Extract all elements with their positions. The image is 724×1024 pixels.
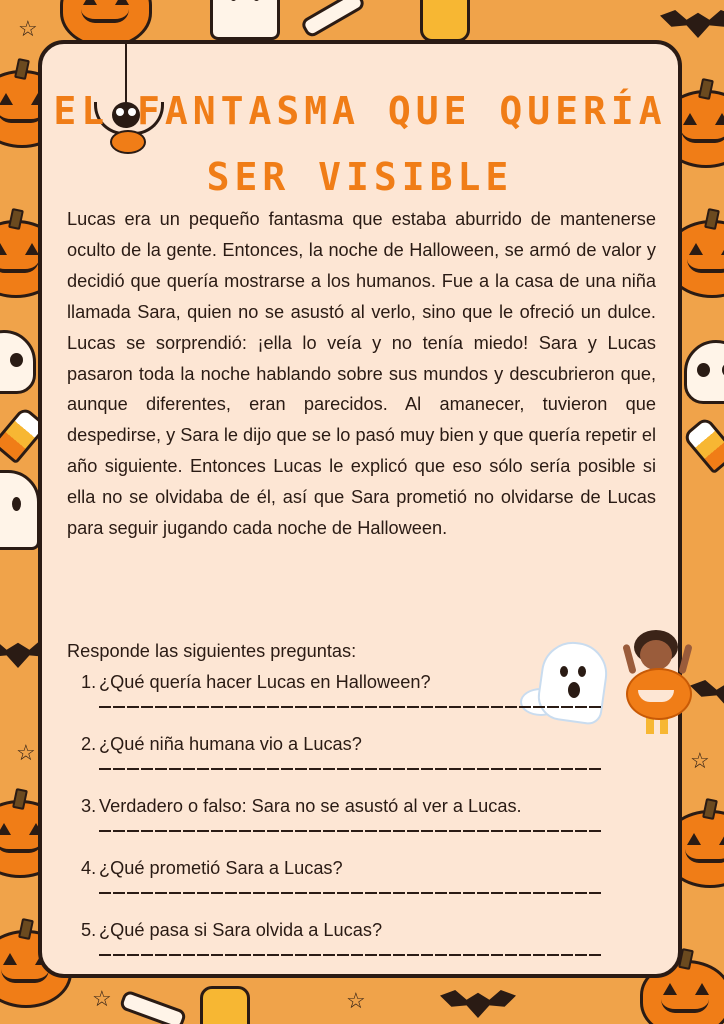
answer-line[interactable] [99, 768, 603, 770]
title-line-1: EL FANTASMA QUE QUERÍA [53, 89, 667, 133]
answer-line[interactable] [99, 706, 603, 708]
question-number: 4. [81, 858, 97, 878]
candy-corn-icon [682, 416, 724, 475]
bone-icon [119, 989, 188, 1024]
skull-icon [684, 340, 724, 404]
star-icon: ☆ [346, 988, 366, 1013]
question-number: 2. [81, 734, 97, 754]
question-number: 1. [81, 672, 97, 692]
star-icon: ☆ [18, 16, 38, 41]
question-number: 3. [81, 796, 97, 816]
star-icon: ☆ [690, 748, 710, 773]
question-item [67, 734, 627, 796]
questions-prompt: Responde las siguientes preguntas: [67, 641, 357, 661]
question-text: ¿Qué quería hacer Lucas en Halloween? [99, 672, 431, 692]
bat-icon [440, 990, 516, 1018]
page-title [42, 78, 678, 210]
skull-icon [0, 330, 36, 394]
bat-icon [660, 10, 724, 38]
question-text: ¿Qué pasa si Sara olvida a Lucas? [99, 920, 383, 940]
question-list [67, 672, 627, 982]
answer-line[interactable] [99, 892, 603, 894]
potion-icon [200, 986, 250, 1024]
answer-line[interactable] [99, 954, 603, 956]
ghost-icon [210, 0, 280, 40]
pumpkin-costume-girl-icon [622, 630, 692, 736]
star-icon: ☆ [16, 740, 36, 765]
answer-line[interactable] [99, 830, 603, 832]
bat-icon [690, 680, 724, 708]
star-icon: ☆ [92, 986, 112, 1011]
question-text: ¿Qué niña humana vio a Lucas? [99, 734, 362, 754]
potion-icon [420, 0, 470, 42]
question-number: 5. [81, 920, 97, 940]
question-item [67, 672, 627, 734]
title-line-2: SER VISIBLE [206, 155, 514, 199]
ghost-icon [0, 470, 40, 550]
question-item [67, 796, 627, 858]
question-text: ¿Qué prometió Sara a Lucas? [99, 858, 343, 878]
bone-icon [299, 0, 366, 39]
story-text: Lucas era un pequeño fantasma que estaba aburrido de mantenerse oculto de la gente. Entonces, la noche de Halloween, se armó de valor y decidió que quería mostrarse a los humanos. Fue a la casa de una niña llamada Sara, quien no se asustó al verlo, sino que le ofreció un dulce. Lucas se sorprendió: ¡ella lo veía y no tenía miedo! Sara y Lucas pasaron toda la noche hablando sobre sus mundos y descubrieron que, aunque diferentes, eran parecidos. Al amanecer, tuvieron que despedirse, y Sara le dijo que se lo pasó muy bien y que quería repetir el año siguiente. Entonces Lucas le explicó que eso sólo sería posible si ella no se olvidaba de él, así que Sara prometió no olvidarse de Lucas para seguir jugando cada noche de Halloween. [67, 209, 656, 539]
question-item [67, 920, 627, 982]
worksheet-card [38, 40, 682, 978]
question-item [67, 858, 627, 920]
question-text: Verdadero o falso: Sara no se asustó al ver a Lucas. [99, 796, 522, 816]
